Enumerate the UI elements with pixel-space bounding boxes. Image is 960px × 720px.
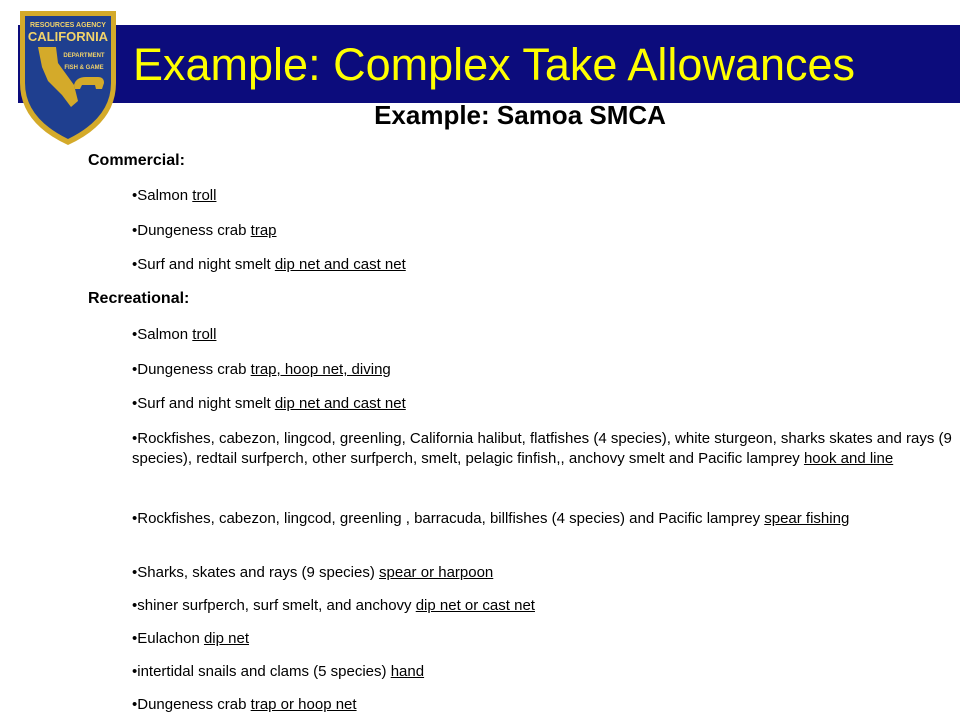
logo-line1: RESOURCES AGENCY: [30, 22, 106, 29]
recreational-item: •Rockfishes, cabezon, lingcod, greenling , barracuda, billfishes (4 species) and Pacific lamprey spear fishing: [132, 510, 850, 527]
recreational-item: •Rockfishes, cabezon, lingcod, greenling, California halibut, flatfishes (4 species), white sturgeon, sharks skates and rays (9 species), redtail surfperch, other surfperch, smelt, pelagic finfish,, anchovy smelt and Pacific lamprey hook and line: [132, 430, 952, 467]
logo-line3: DEPARTMENT: [63, 53, 105, 59]
commercial-item: •Dungeness crab trap: [132, 222, 277, 239]
subtitle: Example: Samoa SMCA: [374, 100, 666, 130]
logo-line2: CALIFORNIA: [27, 29, 109, 44]
logo-line4: FISH & GAME: [64, 65, 104, 71]
recreational-item: •intertidal snails and clams (5 species) hand: [132, 663, 425, 680]
recreational-item: •shiner surfperch, surf smelt, and anchovy dip net or cast net: [132, 597, 535, 614]
recreational-item: •Salmon troll: [132, 326, 217, 343]
recreational-item: •Surf and night smelt dip net and cast net: [132, 395, 406, 412]
recreational-item: •Dungeness crab trap or hoop net: [132, 696, 357, 713]
commercial-item: •Surf and night smelt dip net and cast net: [132, 256, 406, 273]
page-title: Example: Complex Take Allowances: [133, 39, 856, 90]
recreational-heading: Recreational:: [88, 290, 190, 307]
commercial-item: •Salmon troll: [132, 187, 217, 204]
commercial-heading: Commercial:: [88, 152, 185, 169]
recreational-item: •Sharks, skates and rays (9 species) spear or harpoon: [132, 564, 494, 581]
recreational-item: •Dungeness crab trap, hoop net, diving: [132, 361, 391, 378]
recreational-item: •Eulachon dip net: [132, 630, 250, 647]
